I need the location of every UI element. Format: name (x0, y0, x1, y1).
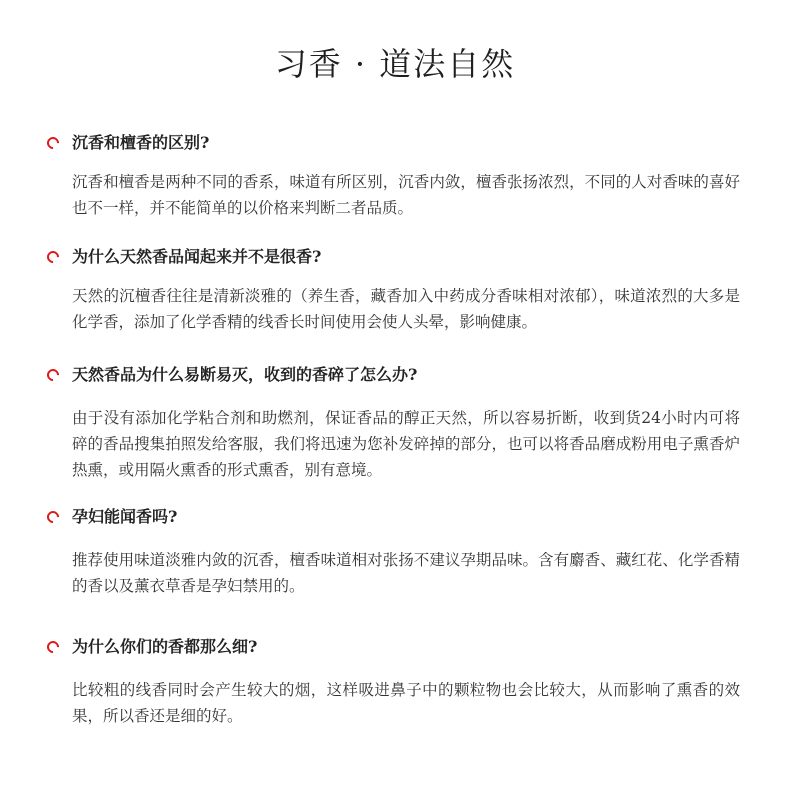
faq-answer: 沉香和檀香是两种不同的香系，味道有所区别，沉香内敛，檀香张扬浓烈，不同的人对香味的喜好也不一样，并不能简单的以价格来判断二者品质。 (72, 173, 740, 217)
faq-answer: 比较粗的线香同时会产生较大的烟，这样吸进鼻子中的颗粒物也会比较大，从而影响了熏香的效果，所以香还是细的好。 (72, 681, 740, 725)
faq-answer: 由于没有添加化学粘合剂和助燃剂，保证香品的醇正天然，所以容易折断，收到货24小时内可将碎的香品搜集拍照发给客服，我们将迅速为您补发碎掉的部分，也可以将香品磨成粉用电子熏香炉热熏，或用隔火熏香的形式熏香，别有意境。 (72, 409, 740, 479)
faq-question: 天然香品为什么易断易灭，收到的香碎了怎么办? (72, 365, 418, 384)
red-circle-bullet-icon (45, 509, 62, 526)
faq-answer: 推荐使用味道淡雅内敛的沉香，檀香味道相对张扬不建议孕期品味。含有麝香、藏红花、化学香精的香以及薰衣草香是孕妇禁用的。 (72, 551, 740, 595)
red-circle-bullet-icon (45, 249, 62, 266)
faq-question: 为什么天然香品闻起来并不是很香? (72, 247, 322, 266)
faq-question: 为什么你们的香都那么细? (72, 637, 258, 656)
page-title: 习香 · 道法自然 (274, 45, 516, 83)
red-circle-bullet-icon (45, 367, 62, 384)
red-circle-bullet-icon (45, 639, 62, 656)
faq-question: 孕妇能闻香吗? (72, 507, 178, 526)
faq-question: 沉香和檀香的区别? (72, 133, 210, 152)
faq-answer: 天然的沉檀香往往是清新淡雅的（养生香，藏香加入中药成分香味相对浓郁），味道浓烈的大多是化学香，添加了化学香精的线香长时间使用会使人头晕，影响健康。 (72, 287, 740, 331)
red-circle-bullet-icon (45, 135, 62, 152)
